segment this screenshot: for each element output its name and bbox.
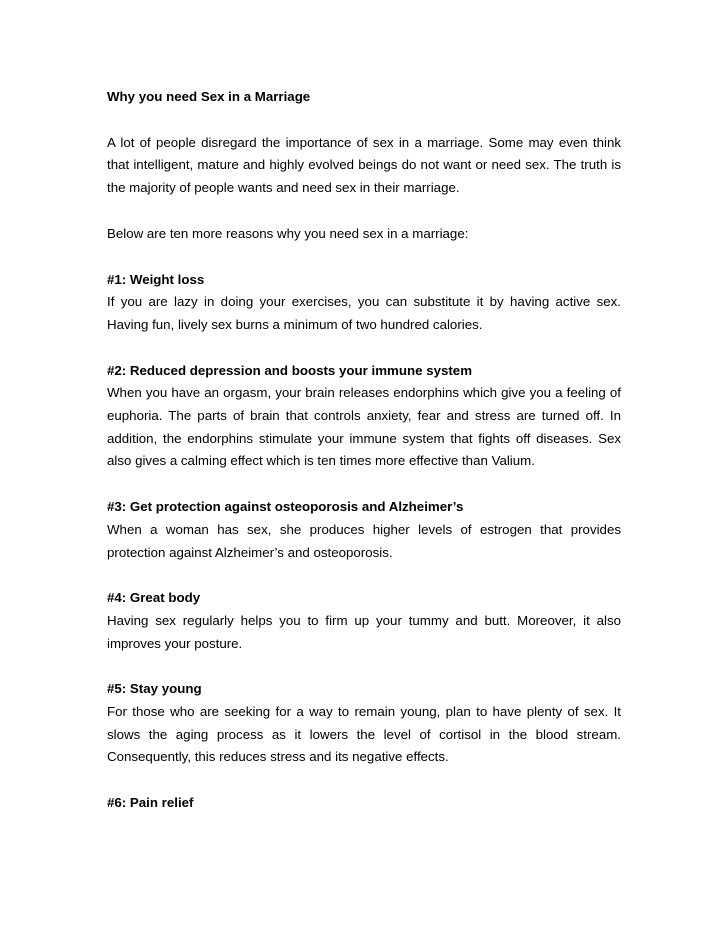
section-body: When you have an orgasm, your brain releases endorphins which give you a feeling of euphoria. The parts of brain that controls anxiety, fear and stress are turned off. In addition, the endorphins stimulate your immune system that fights off diseases. Sex also gives a calming effect which is ten times more effective than Valium.	[107, 385, 621, 469]
section-reduced-depression	[107, 360, 621, 474]
section-great-body	[107, 587, 621, 655]
section-body: If you are lazy in doing your exercises, you can substitute it by having active sex. Having fun, lively sex burns a minimum of two hundred calories.	[107, 294, 621, 332]
document-title: Why you need Sex in a Marriage	[107, 89, 311, 104]
section-body: When a woman has sex, she produces higher levels of estrogen that provides protection against Alzheimer’s and osteoporosis.	[107, 521, 621, 560]
section-pain-relief	[107, 792, 621, 815]
section-osteoporosis-protection	[107, 496, 621, 564]
document-page	[107, 86, 621, 838]
section-body: For those who are seeking for a way to remain young, plan to have plenty of sex. It slows the aging process as it lowers the level of cortisol in the blood stream. Consequently, this reduces stress and its negative effects.	[107, 704, 621, 765]
section-body: Having sex regularly helps you to firm up your tummy and butt. Moreover, it also improves your posture.	[107, 612, 621, 651]
section-heading: #5: Stay young	[107, 681, 202, 697]
section-heading: #4: Great body	[107, 590, 201, 606]
section-heading: #1: Weight loss	[107, 271, 205, 287]
intro-paragraph: A lot of people disregard the importance of sex in a marriage. Some may even think that intelligent, mature and highly evolved beings do not want or need sex. The truth is the majority of people wants and need sex in their marriage.	[107, 134, 621, 196]
lead-in-paragraph: Below are ten more reasons why you need sex in a marriage:	[107, 225, 469, 241]
section-weight-loss	[107, 269, 621, 337]
section-heading: #3: Get protection against osteoporosis and Alzheimer’s	[107, 499, 464, 515]
section-heading: #6: Pain relief	[107, 795, 194, 811]
section-stay-young	[107, 678, 621, 769]
section-heading: #2: Reduced depression and boosts your immune system	[107, 362, 473, 378]
